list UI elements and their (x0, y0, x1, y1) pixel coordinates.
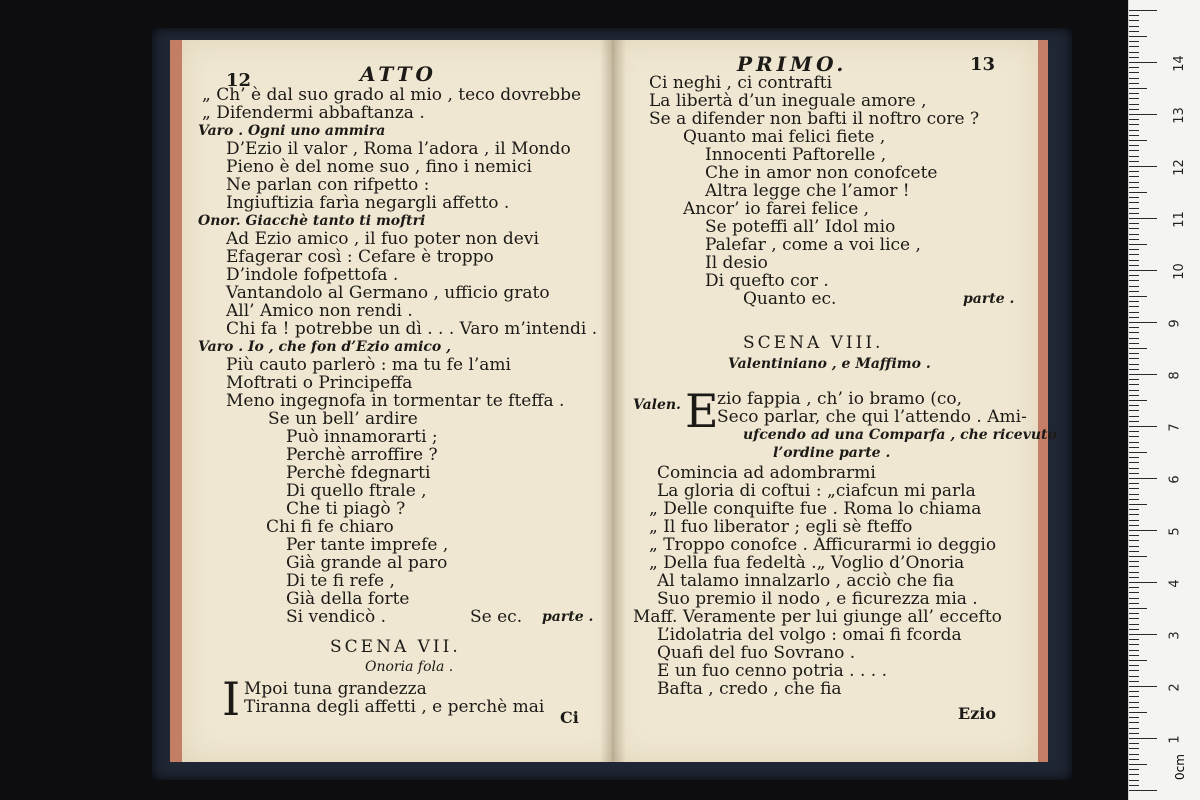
ruler-tick (1129, 270, 1157, 271)
ruler-tick (1129, 572, 1139, 573)
ruler-number: 8 (1167, 371, 1183, 380)
ruler-tick (1129, 52, 1139, 53)
ruler-tick (1129, 473, 1139, 474)
ruler-tick (1129, 156, 1139, 157)
verse-line: „ Difendermi abbaftanza . (202, 103, 425, 123)
drop-cap: I (222, 672, 241, 726)
ruler-tick (1129, 208, 1139, 209)
ruler-tick (1129, 384, 1139, 385)
ruler-tick (1129, 639, 1139, 640)
verse-line: Se a difender non bafti il noftro core ? (649, 109, 980, 129)
verse-line: Ne parlan con rifpetto : (226, 175, 430, 195)
ruler-tick (1129, 234, 1139, 235)
ruler-tick (1129, 296, 1147, 297)
ruler-tick (1129, 327, 1139, 328)
ruler-tick (1129, 291, 1139, 292)
ruler-tick (1129, 462, 1139, 463)
ruler-tick (1129, 26, 1139, 27)
ruler-tick (1129, 665, 1139, 666)
verse-line: Comincia ad adombrarmi (657, 463, 876, 483)
verse-line: L’idolatria del volgo : omai fi fcorda (657, 625, 962, 645)
ruler-tick (1129, 774, 1139, 775)
verse-line: Meno ingegnofa in tormentar te fteffa . (226, 391, 565, 411)
ruler-tick (1129, 603, 1139, 604)
verse-line: Il desio (705, 253, 768, 273)
ruler-tick (1129, 577, 1139, 578)
ruler-tick (1129, 130, 1139, 131)
ruler-tick (1129, 171, 1139, 172)
ruler-tick (1129, 629, 1139, 630)
verse-line: Più cauto parlerò : ma tu fe l’ami (226, 355, 511, 375)
ruler-tick (1129, 36, 1147, 37)
ruler-tick (1129, 613, 1139, 614)
verse-line: zio fappia , ch’ io bramo (co, (717, 389, 963, 409)
ruler-tick (1129, 452, 1147, 453)
verse-line: D’indole fofpettofa . (226, 265, 399, 285)
ruler-tick (1129, 592, 1139, 593)
ruler-tick (1129, 301, 1139, 302)
scene-subtitle: Valentiniano , e Maffimo . (728, 356, 931, 372)
ruler-tick (1129, 494, 1139, 495)
ruler-number: 11 (1171, 211, 1187, 228)
ruler-tick (1129, 644, 1139, 645)
ruler-tick (1129, 93, 1139, 94)
ruler-tick (1129, 317, 1139, 318)
ruler-number: 2 (1167, 683, 1183, 692)
ruler-tick (1129, 109, 1139, 110)
ruler-tick (1129, 754, 1139, 755)
ruler-tick (1129, 176, 1139, 177)
verse-line: „ Delle conquifte fue . Roma lo chiama (649, 499, 982, 519)
catchword: Ezio (958, 704, 997, 723)
ruler-tick (1129, 717, 1139, 718)
verse-line: Di te fi refe , (286, 571, 395, 591)
verse-line: Vantandolo al Germano , ufficio grato (226, 283, 550, 303)
ruler-tick (1129, 670, 1139, 671)
verse-line: Per tante imprefe , (286, 535, 449, 555)
ruler-tick (1129, 249, 1139, 250)
verse-line: Quanto mai felici fiete , (683, 127, 886, 147)
ruler-tick (1129, 530, 1157, 531)
ruler-tick (1129, 457, 1139, 458)
ruler-tick (1129, 119, 1139, 120)
ruler-tick (1129, 353, 1139, 354)
ruler-tick (1129, 540, 1139, 541)
ruler-number: 1 (1167, 735, 1183, 744)
ruler-tick (1129, 322, 1157, 323)
ruler-number: 6 (1167, 475, 1183, 484)
ruler-tick (1129, 187, 1139, 188)
verse-line: „ Il fuo liberator ; egli sè fteffo (649, 517, 913, 537)
ruler-tick (1129, 556, 1147, 557)
ruler-tick (1129, 265, 1139, 266)
ruler-tick (1129, 78, 1139, 79)
ruler-tick (1129, 223, 1139, 224)
ruler-tick (1129, 192, 1147, 193)
ruler-tick (1129, 436, 1139, 437)
ruler-tick (1129, 202, 1139, 203)
ruler-tick (1129, 696, 1139, 697)
ruler-number: 4 (1167, 579, 1183, 588)
verse-line: „ Della fua fedeltà .„ Voglio d’Onoria (649, 553, 965, 573)
ruler-tick (1129, 239, 1139, 240)
ruler-tick (1129, 338, 1139, 339)
verse-line: E un fuo cenno potria . . . . (657, 661, 887, 681)
ruler-tick (1129, 10, 1157, 11)
ruler-tick (1129, 405, 1139, 406)
ruler-tick (1129, 416, 1139, 417)
verse-line: „ Ch’ è dal suo grado al mio , teco dovrebbe (202, 85, 582, 105)
ruler-tick (1129, 244, 1147, 245)
ruler-tick (1129, 624, 1139, 625)
ruler-tick (1129, 197, 1139, 198)
ruler-tick (1129, 442, 1139, 443)
verse-line: Che in amor non conofcete (705, 163, 938, 183)
verse-line: All’ Amico non rendi . (226, 301, 413, 321)
verse-line: Già grande al paro (286, 553, 448, 573)
ruler-tick (1129, 551, 1139, 552)
verse-line: Chi fi fe chiaro (266, 517, 394, 537)
verse-line: l’ordine parte . (773, 445, 891, 461)
ruler-tick (1129, 426, 1157, 427)
ruler-tick (1129, 57, 1139, 58)
ruler-tick (1129, 660, 1147, 661)
verse-line: Efagerar così : Cefare è troppo (226, 247, 494, 267)
ruler-tick (1129, 728, 1139, 729)
verse-line: Moftrati o Principeffa (226, 373, 413, 393)
ruler-tick (1129, 525, 1139, 526)
verse-line: Seco parlar, che qui l’attendo . Ami- (717, 407, 1027, 427)
ruler-tick (1129, 15, 1139, 16)
ruler-tick (1129, 98, 1139, 99)
ruler-tick (1129, 145, 1139, 146)
page-number: 12 (226, 70, 252, 91)
verse-line: Varo . Io , che fon d’Ezio amico , (198, 339, 452, 355)
ruler-unit-label: 0cm (1172, 754, 1187, 780)
ruler-tick (1129, 395, 1139, 396)
verse-line: Perchè fdegnarti (286, 463, 431, 483)
ruler-tick (1129, 499, 1139, 500)
ruler-tick (1129, 104, 1139, 105)
verse-line: parte . (542, 609, 594, 625)
verse-line: Può innamorarti ; (286, 427, 438, 447)
ruler-tick (1129, 650, 1139, 651)
ruler-number: 3 (1167, 631, 1183, 640)
ruler-tick (1129, 608, 1147, 609)
verse-line: Suo premio il nodo , e ficurezza mia . (657, 589, 978, 609)
verse-line: Di quefto cor . (705, 271, 829, 291)
ruler-tick (1129, 228, 1139, 229)
verse-line: Di quello ftrale , (286, 481, 427, 501)
ruler-tick (1129, 520, 1139, 521)
ruler-tick (1129, 546, 1139, 547)
ruler-tick (1129, 280, 1139, 281)
scene-subtitle: Onoria fola . (365, 659, 454, 675)
ruler-tick (1129, 759, 1139, 760)
ruler-tick (1129, 348, 1147, 349)
verse-line: Se poteffi all’ Idol mio (705, 217, 896, 237)
verse-line: D’Ezio il valor , Roma l’adora , il Mondo (226, 139, 571, 159)
ruler-tick (1129, 135, 1139, 136)
ruler-tick (1129, 46, 1139, 47)
ruler-tick (1129, 587, 1139, 588)
ruler-tick (1129, 743, 1139, 744)
verse-line: Chi fa ! potrebbe un dì . . . Varo m’intendi . (226, 319, 598, 339)
right-page (613, 40, 1057, 762)
ruler-tick (1129, 150, 1139, 151)
ruler-tick (1129, 312, 1139, 313)
ruler-tick (1129, 421, 1139, 422)
ruler-number: 10 (1171, 263, 1187, 280)
running-header: PRIMO. (737, 52, 848, 76)
ruler-tick (1129, 410, 1139, 411)
ruler-tick (1129, 504, 1147, 505)
verse-line: Già della forte (286, 589, 410, 609)
ruler-tick (1129, 260, 1139, 261)
verse-line: Se un bell’ ardire (268, 409, 418, 429)
ruler-number: 9 (1167, 319, 1183, 328)
ruler-tick (1129, 509, 1139, 510)
book-gutter (600, 40, 626, 762)
verse-line: Al talamo innalzarlo , acciò che fia (657, 571, 955, 591)
verse-line: parte . (963, 291, 1015, 307)
ruler-tick (1129, 83, 1139, 84)
ruler-tick (1129, 561, 1139, 562)
ruler-tick (1129, 535, 1139, 536)
verse-line: Ancor’ io farei felice , (683, 199, 870, 219)
catchword: Ci (560, 708, 579, 727)
ruler-tick (1129, 582, 1157, 583)
speaker-label: Valen. (633, 397, 681, 413)
verse-line: Varo . Ogni uno ammira (198, 123, 386, 139)
ruler-tick (1129, 31, 1139, 32)
verse-line: Pieno è del nome suo , fino i nemici (226, 157, 532, 177)
ruler-tick (1129, 618, 1139, 619)
ruler-tick (1129, 88, 1147, 89)
ruler-tick (1129, 733, 1139, 734)
text-line: Tiranna degli affetti , e perchè mai (244, 697, 545, 717)
ruler-number: 12 (1171, 159, 1187, 176)
text-line: Mpoi tuna grandezza (244, 679, 427, 699)
verse-line: La libertà d’un ineguale amore , (649, 91, 927, 111)
ruler-tick (1129, 676, 1139, 677)
scene-title: SCENA VII. (330, 637, 461, 657)
ruler-tick (1129, 358, 1139, 359)
verse-line: Onor. Giacchè tanto ti moftri (198, 213, 426, 229)
ruler-tick (1129, 332, 1139, 333)
verse-line: Quafi del fuo Sovrano . (657, 643, 856, 663)
ruler-tick (1129, 275, 1139, 276)
verse-line: Innocenti Paftorelle , (705, 145, 887, 165)
ruler-number: 5 (1167, 527, 1183, 536)
ruler-number: 13 (1171, 107, 1187, 124)
ruler-tick (1129, 62, 1157, 63)
measuring-ruler (1128, 0, 1200, 800)
verse-line: Ad Ezio amico , il fuo poter non devi (226, 229, 539, 249)
ruler-tick (1129, 67, 1139, 68)
ruler-tick (1129, 785, 1139, 786)
ruler-tick (1129, 764, 1147, 765)
ruler-tick (1129, 483, 1139, 484)
ruler-tick (1129, 343, 1139, 344)
ruler-tick (1129, 364, 1139, 365)
ruler-tick (1129, 738, 1157, 739)
ruler-tick (1129, 769, 1139, 770)
ruler-tick (1129, 369, 1139, 370)
verse-line: Ci neghi , ci contrafti (649, 73, 833, 93)
verse-line: Ingiuftizia farìa negargli affetto . (226, 193, 510, 213)
drop-cap: E (685, 384, 719, 438)
ruler-tick (1129, 712, 1147, 713)
ruler-tick (1129, 374, 1157, 375)
ruler-tick (1129, 182, 1139, 183)
ruler-tick (1129, 124, 1139, 125)
ruler-tick (1129, 655, 1139, 656)
ruler-number: 7 (1167, 423, 1183, 432)
ruler-tick (1129, 722, 1139, 723)
verse-line: Altra legge che l’amor ! (705, 181, 910, 201)
left-page (170, 40, 625, 762)
page-number: 13 (970, 54, 996, 75)
ruler-tick (1129, 447, 1139, 448)
ruler-tick (1129, 748, 1139, 749)
verse-line: „ Troppo conofce . Afficurarmi io deggio (649, 535, 997, 555)
ruler-tick (1129, 306, 1139, 307)
ruler-tick (1129, 286, 1139, 287)
ruler-tick (1129, 780, 1139, 781)
ruler-tick (1129, 161, 1139, 162)
verse-line: Bafta , credo , che fia (657, 679, 842, 699)
ruler-tick (1129, 390, 1139, 391)
verse-line: Palefar , come a voi lice , (705, 235, 921, 255)
ruler-tick (1129, 379, 1139, 380)
ruler-tick (1129, 20, 1139, 21)
ruler-tick (1129, 681, 1139, 682)
ruler-tick (1129, 634, 1157, 635)
ruler-tick (1129, 707, 1139, 708)
ruler-tick (1129, 140, 1147, 141)
verse-line: Che ti piagò ? (286, 499, 406, 519)
verse-line: ufcendo ad una Comparfa , che ricevuto (743, 427, 1057, 443)
ruler-tick (1129, 790, 1157, 791)
ruler-tick (1129, 598, 1139, 599)
ruler-tick (1129, 686, 1157, 687)
ruler-tick (1129, 254, 1139, 255)
ruler-tick (1129, 218, 1157, 219)
verse-line: Perchè arroffire ? (286, 445, 438, 465)
ruler-tick (1129, 478, 1157, 479)
ruler-tick (1129, 166, 1157, 167)
ruler-tick (1129, 514, 1139, 515)
ruler-tick (1129, 400, 1147, 401)
ruler-tick (1129, 114, 1157, 115)
ruler-tick (1129, 213, 1139, 214)
scene-title: SCENA VIII. (743, 333, 884, 353)
ruler-tick (1129, 702, 1139, 703)
ruler-tick (1129, 691, 1139, 692)
verse-line: La gloria di coftui : „ciafcun mi parla (657, 481, 976, 501)
verse-line: Maff. Veramente per lui giunge all’ eccefto (633, 607, 1002, 627)
ruler-tick (1129, 566, 1139, 567)
verse-line: Quanto ec. (743, 289, 837, 309)
ruler-tick (1129, 431, 1139, 432)
ruler-tick (1129, 72, 1139, 73)
running-header: ATTO (360, 62, 437, 86)
ruler-tick (1129, 488, 1139, 489)
ruler-tick (1129, 468, 1139, 469)
verse-line: Se ec. (470, 607, 523, 627)
verse-line: Si vendicò . (286, 607, 386, 627)
ruler-number: 14 (1171, 55, 1187, 72)
ruler-tick (1129, 41, 1139, 42)
